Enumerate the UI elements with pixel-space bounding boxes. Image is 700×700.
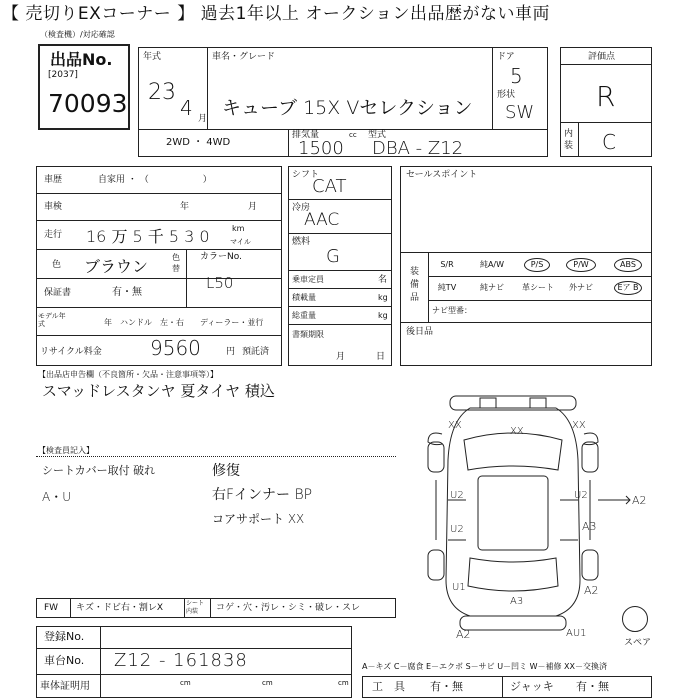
displacement-value: 1500	[298, 138, 344, 159]
chassis-value: Z12 - 161838	[114, 650, 248, 671]
mileage-unit-km: km	[232, 224, 245, 233]
sales-point-label: セールスポイント	[406, 170, 478, 180]
score-value: R	[596, 80, 616, 113]
interior-seat-label: シート内装	[186, 600, 205, 615]
diag-top-right: XX	[572, 420, 586, 431]
equip-tv: 純TV	[437, 283, 457, 292]
equip-ps: P/S	[530, 260, 544, 269]
equip-abs: ABS	[620, 260, 636, 269]
model-year-dealer: ディーラー・並行	[200, 318, 264, 327]
seller-notes-label: 【出品店申告欄（不良箇所・欠品・注意事項等）】	[38, 370, 218, 379]
displacement-unit: cc	[349, 131, 357, 139]
year-month-value: 4	[180, 96, 193, 120]
diag-right-mid1: U2	[574, 490, 588, 501]
recycle-unit: 円	[226, 347, 236, 357]
color-code-value: L50	[206, 274, 234, 292]
mileage-unit-mile: マイル	[230, 238, 251, 246]
diag-right-mid2: A3	[582, 520, 597, 533]
inspector-right3: コアサポート XX	[212, 512, 305, 526]
doors-label: ドア	[497, 52, 515, 62]
inspector-left2: A・U	[42, 490, 71, 504]
vehicle-cert-cm2: cm	[262, 679, 273, 687]
recycle-status: 預託済	[242, 347, 270, 357]
lot-label: 出品No.	[50, 50, 113, 69]
ac-value: AAC	[304, 210, 340, 230]
shift-value: CAT	[312, 176, 347, 197]
reg-date-label: 書類期限	[292, 330, 324, 339]
diag-under-right: AU1	[566, 628, 587, 639]
model-year-label: モデル年式	[38, 312, 66, 328]
header-title: 【 売切りEXコーナー 】 過去1年以上 オークション出品歴がない車両	[2, 4, 550, 24]
jack-label: ジャッキ	[510, 680, 554, 693]
spare-label: スペア	[624, 638, 652, 648]
year-label: 年式	[143, 52, 162, 62]
capacity-unit: 名	[378, 275, 388, 285]
load-unit: kg	[378, 293, 388, 302]
inspection-label: 車検	[44, 202, 63, 212]
shape-value: SW	[505, 102, 535, 123]
interior-label: 内装	[564, 129, 574, 151]
inspector-left1: シートカバー取付 破れ	[42, 464, 156, 477]
shift-label: シフト	[292, 170, 320, 180]
seller-notes-value: スマッドレスタンヤ 夏タイヤ 積込	[42, 382, 275, 400]
diag-top-center: XX	[510, 426, 524, 437]
doors-value: 5	[510, 64, 523, 88]
reg-date-day: 日	[376, 352, 386, 362]
shape-label: 形状	[497, 90, 516, 100]
year-month-suffix: 月	[198, 114, 208, 124]
tools-label: 工 具	[372, 680, 405, 693]
diag-top-left: XX	[448, 420, 462, 431]
color-label: 色	[52, 260, 62, 270]
lot-number: 70093	[48, 89, 128, 118]
car-diagram	[400, 390, 650, 640]
damage-legend: A－キズ C－腐食 E－エクボ S－サビ U－凹ミ W－補修 XX－交換済	[362, 662, 608, 671]
equip-ext-navi: 外ナビ	[569, 283, 593, 292]
fuel-value: G	[326, 246, 340, 267]
diag-left-mid2: U2	[450, 524, 464, 535]
model-code-label: 型式	[368, 130, 387, 140]
warranty-value: 有・無	[112, 287, 142, 298]
color-value: ブラウン	[84, 257, 149, 276]
equip-airbag: Eア B	[617, 283, 639, 292]
model-label: 車名・グレード	[212, 52, 276, 62]
interior-fw-label: FW	[44, 603, 59, 613]
vehicle-cert-label: 車体証明用	[40, 681, 90, 692]
equip-aw: 純A/W	[479, 260, 505, 269]
diag-bottom-left: U1	[452, 582, 466, 593]
fuel-label: 燃料	[292, 237, 311, 247]
gross-unit: kg	[378, 311, 388, 320]
score-label: 評価点	[588, 52, 616, 62]
history-value: 自家用 ・ （ ）	[98, 175, 212, 185]
year-value: 23	[148, 80, 176, 105]
ac-label: 冷房	[292, 203, 311, 213]
inspection-year: 年	[180, 202, 190, 212]
equipment-label: 装備品	[410, 267, 420, 303]
interior-items2: コゲ・穴・汚レ・シミ・破レ・スレ	[216, 603, 361, 613]
registration-label: 登録No.	[44, 630, 85, 643]
inspector-label: 【検査員記入】	[38, 446, 94, 455]
lot-tag: [2037]	[48, 70, 78, 80]
header-sub-note: （検査機）/対応確認	[40, 30, 115, 39]
color-code-label: カラーNo.	[200, 252, 242, 262]
equip-leather: 革シート	[522, 283, 554, 292]
jack-value: 有・無	[576, 680, 609, 693]
reg-date-month: 月	[336, 352, 346, 362]
arrival-label: 後日品	[406, 327, 434, 337]
lot-box	[38, 44, 130, 130]
equip-pw: P/W	[573, 260, 589, 269]
gross-label: 総重量	[292, 311, 316, 320]
spare-tire-icon	[622, 606, 648, 632]
vehicle-cert-cm1: cm	[180, 679, 191, 687]
displacement-label: 排気量	[292, 130, 320, 140]
drive-label: 2WD ・ 4WD	[166, 137, 231, 148]
tools-value: 有・無	[430, 680, 463, 693]
chassis-label: 車台No.	[44, 654, 85, 667]
navi-model-label: ナビ型番：	[432, 306, 472, 315]
inspector-right1: 修復	[212, 463, 240, 479]
diag-right-edge: A2	[632, 494, 647, 507]
inspection-month: 月	[248, 202, 258, 212]
equip-sr: S/R	[440, 260, 454, 269]
equip-navi: 純ナビ	[480, 283, 504, 292]
capacity-label: 乗車定員	[292, 275, 324, 284]
color-change-label: 色替	[172, 253, 180, 273]
model-value: キューブ 15X Vセレクション	[222, 97, 473, 119]
interior-items: キズ・ドビ右・割レX	[76, 603, 163, 613]
model-year-year: 年	[104, 318, 112, 327]
inspector-right2: 右Fインナー BP	[212, 487, 313, 503]
model-year-handle: ハンドル 左・右	[120, 318, 184, 327]
load-label: 積載量	[292, 293, 316, 302]
diag-under-left: A2	[456, 628, 471, 641]
model-code-value: DBA - Z12	[372, 138, 464, 159]
interior-value: C	[602, 130, 616, 154]
recycle-value: 9560	[150, 336, 201, 360]
diag-rear: A3	[510, 596, 524, 607]
mileage-value: 16 万 5 千 5 3 0	[86, 227, 210, 246]
history-label: 車歴	[44, 175, 63, 185]
diag-bottom-right: A2	[584, 584, 599, 597]
diag-left-mid1: U2	[450, 490, 464, 501]
mileage-label: 走行	[44, 230, 63, 240]
recycle-label: リサイクル料金	[40, 347, 102, 357]
vehicle-cert-cm3: cm	[338, 679, 349, 687]
warranty-label: 保証書	[44, 288, 72, 298]
